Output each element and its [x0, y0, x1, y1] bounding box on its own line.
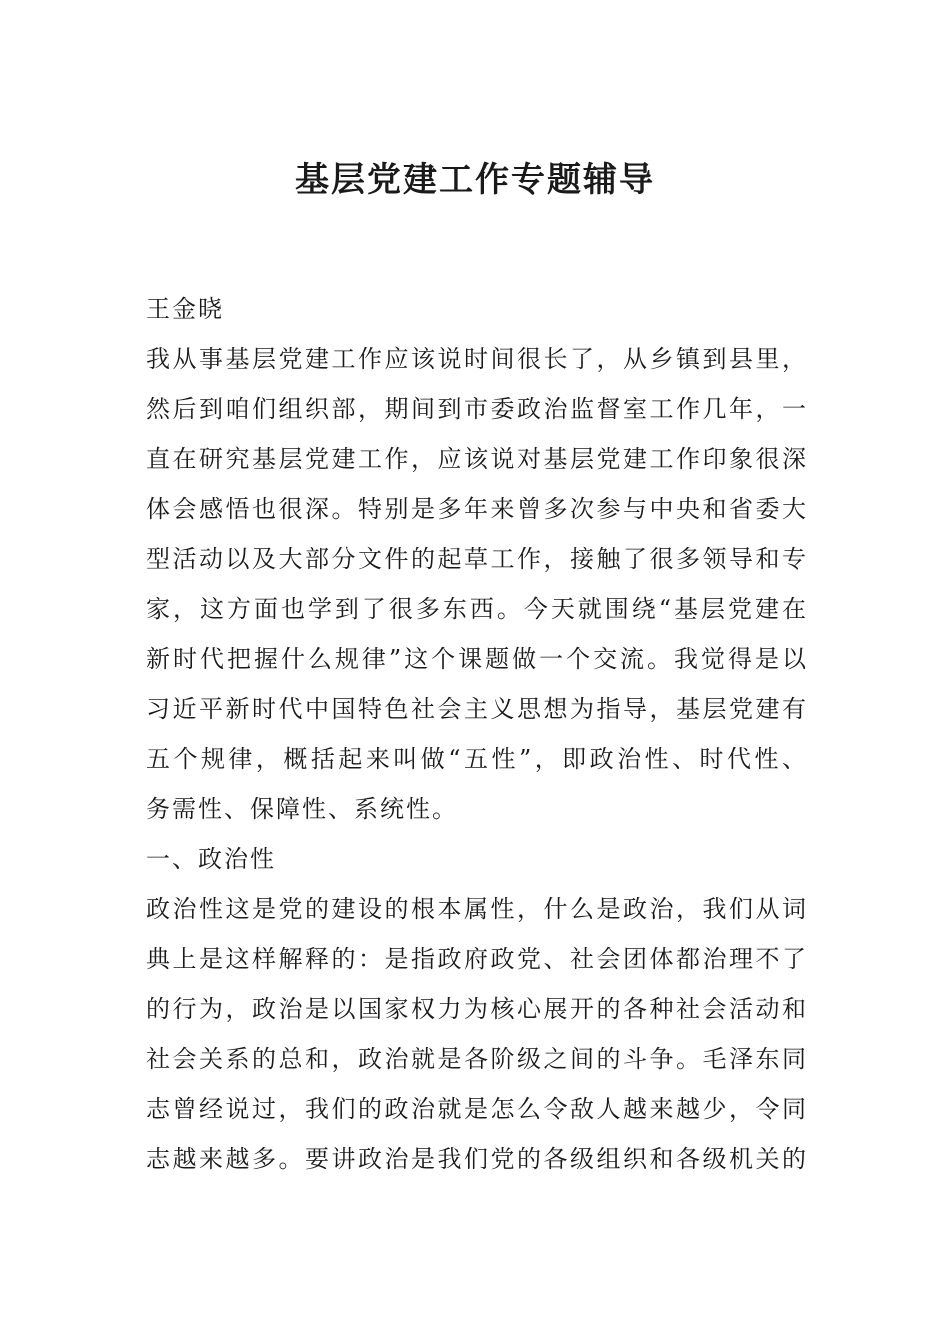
text-line: 家，这方面也学到了很多东西。今天就围绕“基层党建在 — [146, 595, 806, 623]
text-line: 我从事基层党建工作应该说时间很长了，从乡镇到县里， — [146, 345, 806, 373]
text-line: 习近平新时代中国特色社会主义思想为指导，基层党建有 — [146, 695, 806, 723]
document-title: 基层党建工作专题辅导 — [295, 160, 655, 200]
text-line: 社会关系的总和，政治就是各阶级之间的斗争。毛泽东同 — [146, 1045, 806, 1073]
text-line: 直在研究基层党建工作，应该说对基层党建工作印象很深 — [146, 445, 806, 473]
text-line: 务需性、保障性、系统性。 — [146, 795, 458, 823]
document-body — [146, 284, 806, 1184]
text-line: 志越来越多。要讲政治是我们党的各级组织和各级机关的 — [146, 1145, 806, 1173]
section-heading: 一、政治性 — [146, 845, 276, 873]
author-name: 王金晓 — [146, 295, 224, 323]
paragraph-intro — [146, 334, 806, 834]
text-line: 型活动以及大部分文件的起草工作，接触了很多领导和专 — [146, 545, 806, 573]
text-line: 典上是这样解释的：是指政府政党、社会团体都治理不了 — [146, 945, 806, 973]
text-line: 五个规律，概括起来叫做“五性”，即政治性、时代性、 — [146, 745, 806, 773]
text-line: 然后到咱们组织部，期间到市委政治监督室工作几年，一 — [146, 395, 806, 423]
text-line: 志曾经说过，我们的政治就是怎么令敌人越来越少，令同 — [146, 1095, 806, 1123]
text-line: 的行为，政治是以国家权力为核心展开的各种社会活动和 — [146, 995, 806, 1023]
text-line: 体会感悟也很深。特别是多年来曾多次参与中央和省委大 — [146, 495, 806, 523]
paragraph-politics — [146, 884, 806, 1184]
text-line: 政治性这是党的建设的根本属性，什么是政治，我们从词 — [146, 895, 806, 923]
text-line: 新时代把握什么规律”这个课题做一个交流。我觉得是以 — [146, 645, 806, 673]
